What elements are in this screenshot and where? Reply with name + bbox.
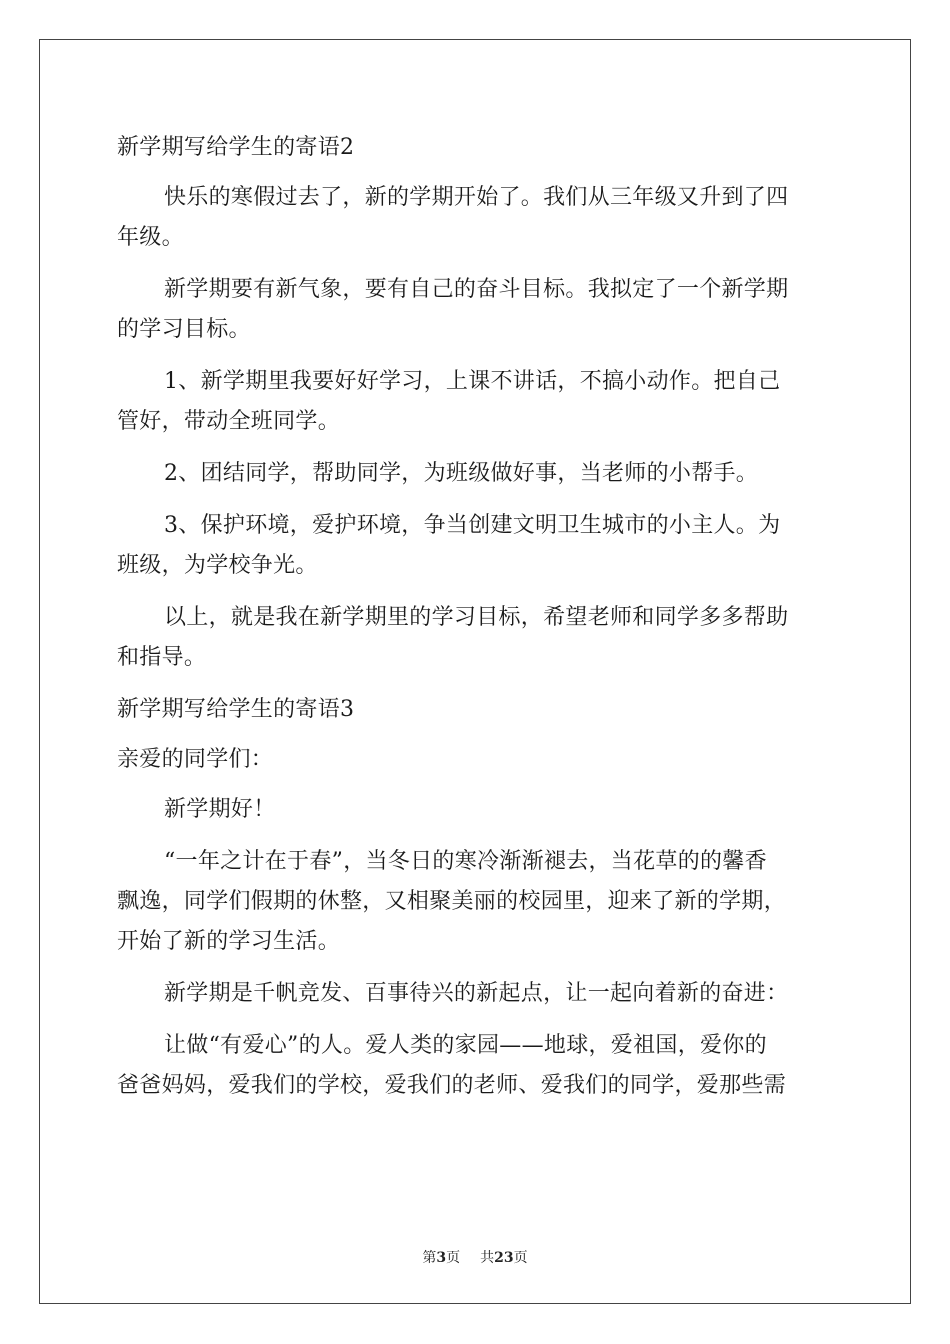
text-line: “一年之计在于春”，当冬日的寒冷渐渐褪去，当花草的的馨香 — [164, 849, 767, 874]
paragraph — [117, 1026, 833, 1106]
section-heading — [117, 128, 833, 168]
footer-total-suffix: 页 — [513, 1250, 528, 1266]
document-body — [117, 128, 833, 1118]
text-line: 新学期要有新气象，要有自己的奋斗目标。我拟定了一个新学期 — [164, 277, 789, 302]
text-line: 新学期好！ — [164, 797, 276, 822]
paragraph — [117, 506, 833, 586]
footer-page-suffix: 页 — [446, 1250, 461, 1266]
text-line: 的学习目标。 — [117, 317, 251, 342]
text-line: 和指导。 — [117, 645, 207, 670]
page-footer — [0, 1247, 950, 1267]
text-line: 新学期写给学生的寄语2 — [117, 135, 355, 160]
text-line: 班级，为学校争光。 — [117, 553, 318, 578]
paragraph — [117, 270, 833, 350]
salutation — [117, 740, 833, 780]
paragraph — [117, 974, 833, 1014]
text-line: 快乐的寒假过去了，新的学期开始了。我们从三年级又升到了四 — [164, 185, 789, 210]
paragraph — [117, 790, 833, 830]
text-line: 2、团结同学，帮助同学，为班级做好事，当老师的小帮手。 — [164, 461, 759, 486]
text-line: 3、保护环境，爱护环境，争当创建文明卫生城市的小主人。为 — [164, 513, 781, 538]
text-line: 管好，带动全班同学。 — [117, 409, 341, 434]
page-number: 3 — [436, 1250, 447, 1266]
total-pages: 23 — [494, 1250, 514, 1266]
text-line: 1、新学期里我要好好学习，上课不讲话，不搞小动作。把自己 — [164, 369, 781, 394]
paragraph — [117, 362, 833, 442]
text-line: 爸爸妈妈，爱我们的学校，爱我们的老师、爱我们的同学，爱那些需 — [117, 1073, 787, 1098]
paragraph — [117, 598, 833, 678]
paragraph — [117, 178, 833, 258]
footer-total-prefix: 共 — [480, 1250, 495, 1266]
text-line: 开始了新的学习生活。 — [117, 929, 341, 954]
section-heading — [117, 690, 833, 730]
text-line: 新学期写给学生的寄语3 — [117, 697, 355, 722]
text-line: 年级。 — [117, 225, 184, 250]
text-line: 飘逸，同学们假期的休整，又相聚美丽的校园里，迎来了新的学期， — [117, 889, 787, 914]
paragraph — [117, 454, 833, 494]
text-line: 以上，就是我在新学期里的学习目标，希望老师和同学多多帮助 — [164, 605, 789, 630]
footer-prefix: 第 — [422, 1250, 437, 1266]
text-line: 新学期是千帆竞发、百事待兴的新起点，让一起向着新的奋进： — [164, 981, 789, 1006]
text-line: 亲爱的同学们： — [117, 747, 274, 772]
paragraph — [117, 842, 833, 962]
text-line: 让做“有爱心”的人。爱人类的家园——地球，爱祖国，爱你的 — [164, 1033, 767, 1058]
